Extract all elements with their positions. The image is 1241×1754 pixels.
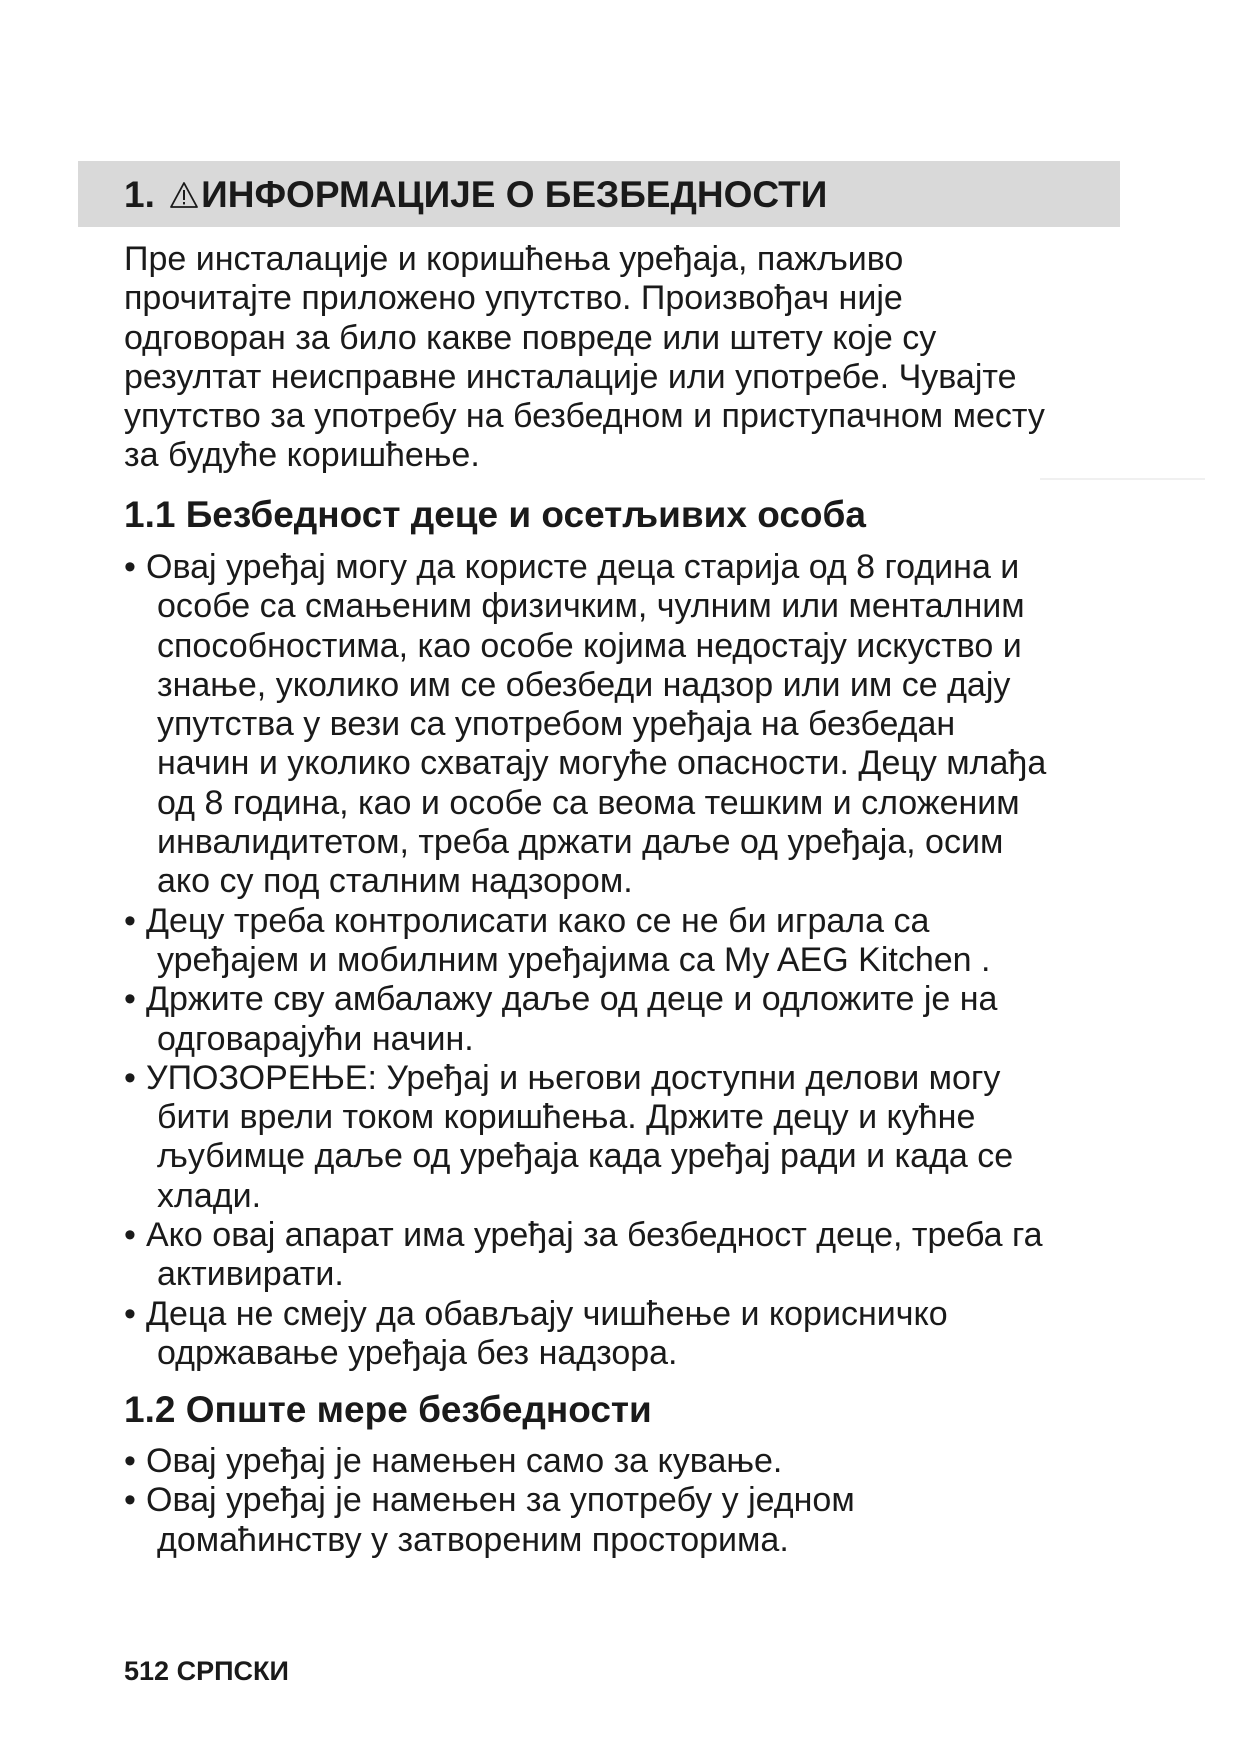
list-item-line: упутства у вези са употребом уређаја на безбедан <box>157 705 956 744</box>
intro-line: упутство за употребу на безбедном и приступачном месту <box>124 397 1045 436</box>
list-item-line-first <box>124 1442 1124 1481</box>
section-number: 1. <box>124 174 155 215</box>
bullet-icon: • <box>124 901 136 940</box>
page-footer <box>124 1656 289 1686</box>
list-item-line-first <box>124 980 1124 1019</box>
list-item-line-first <box>124 1295 1124 1334</box>
intro-line: одговоран за било какве повреде или штету које су <box>124 318 937 357</box>
list-item-line: начин и уколико схватају могуће опасности. Децу млађа <box>157 744 1047 783</box>
list-item <box>124 1442 1124 1481</box>
bullet-icon: • <box>124 1294 136 1333</box>
list-item-line: особе са смањеним физичким, чулним или менталним <box>157 587 1025 626</box>
list-item <box>124 1216 1124 1295</box>
section-title-bar <box>78 161 1120 227</box>
list-item-line: способностима, као особе којима недостају искуство и <box>157 626 1022 665</box>
page-number: 512 <box>124 1656 170 1686</box>
list-item <box>124 1059 1124 1216</box>
list-item-line: активирати. <box>157 1255 344 1294</box>
list-item-line: одговарајући начин. <box>157 1019 474 1058</box>
child-safety-list <box>124 548 1124 1373</box>
list-item-line: домаћинству у затвореним просторима. <box>157 1520 789 1559</box>
list-item-line: знање, уколико им се обезбеди надзор или им се дају <box>157 665 1011 704</box>
list-item-line-first <box>124 902 1124 941</box>
list-item-line-first <box>124 1216 1124 1255</box>
heading-general-safety: 1.2 Опште мере безбедности <box>124 1389 652 1430</box>
list-item <box>124 1295 1124 1374</box>
list-item-text: Овај уређај је намењен само за кување. <box>146 1442 783 1480</box>
list-item-text: Овај уређај је намењен за употребу у једном <box>146 1481 855 1520</box>
list-item <box>124 1481 1124 1560</box>
bullet-icon: • <box>124 1216 136 1255</box>
list-item <box>124 980 1124 1059</box>
section-title-text: ИНФОРМАЦИЈЕ О БЕЗБЕДНОСТИ <box>201 174 828 215</box>
list-item-text: Овај уређај могу да користе деца старија од 8 година и <box>146 548 1020 586</box>
bullet-icon: • <box>124 548 136 586</box>
list-item-text: УПОЗОРЕЊЕ: Уређај и његови доступни делови могу <box>146 1058 1001 1097</box>
section-title <box>124 174 827 216</box>
list-item-line-first <box>124 548 1124 587</box>
list-item-line: хлади. <box>157 1176 262 1215</box>
list-item-line: бити врели током коришћења. Држите децу и кућне <box>157 1098 976 1137</box>
intro-paragraph <box>124 240 1124 476</box>
list-item-line: инвалидитетом, треба држати даље од уређаја, осим <box>157 823 1004 862</box>
warning-triangle-icon <box>169 181 199 209</box>
list-item-line: уређајем и мобилним уређајима са My AEG Kitchen . <box>157 940 991 979</box>
bullet-icon: • <box>124 980 136 1019</box>
intro-line: за будуће коришћење. <box>124 436 480 475</box>
list-item-line-first <box>124 1481 1124 1520</box>
list-item-line: од 8 година, као и особе са веома тешким и сложеним <box>157 783 1020 822</box>
list-item <box>124 548 1124 902</box>
bullet-icon: • <box>124 1442 136 1480</box>
list-item <box>124 902 1124 981</box>
footer-language: СРПСКИ <box>176 1656 289 1686</box>
list-item-text: Држите сву амбалажу даље од деце и одложите је на <box>146 980 998 1019</box>
list-item-line: ако су под сталним надзором. <box>157 862 633 901</box>
intro-line: Пре инсталације и коришћења уређаја, пажљиво <box>124 240 904 278</box>
intro-line: прочитајте приложено упутство. Произвођач није <box>124 279 903 318</box>
bullet-icon: • <box>124 1481 136 1520</box>
intro-line: резултат неисправне инсталације или употребе. Чувајте <box>124 357 1017 396</box>
list-item-line-first <box>124 1059 1124 1098</box>
bullet-icon: • <box>124 1058 136 1097</box>
list-item-text: Ако овај апарат има уређај за безбедност деце, треба га <box>146 1216 1043 1255</box>
faint-divider <box>1040 478 1205 480</box>
general-safety-list <box>124 1442 1124 1560</box>
heading-child-safety: 1.1 Безбедност деце и осетљивих особа <box>124 494 866 535</box>
list-item-text: Децу треба контролисати како се не би играла са <box>146 901 930 940</box>
list-item-line: одржавање уређаја без надзора. <box>157 1333 678 1372</box>
list-item-text: Деца не смеју да обављају чишћење и корисничко <box>146 1294 948 1333</box>
list-item-line: љубимце даље од уређаја када уређај ради и када се <box>157 1137 1014 1176</box>
